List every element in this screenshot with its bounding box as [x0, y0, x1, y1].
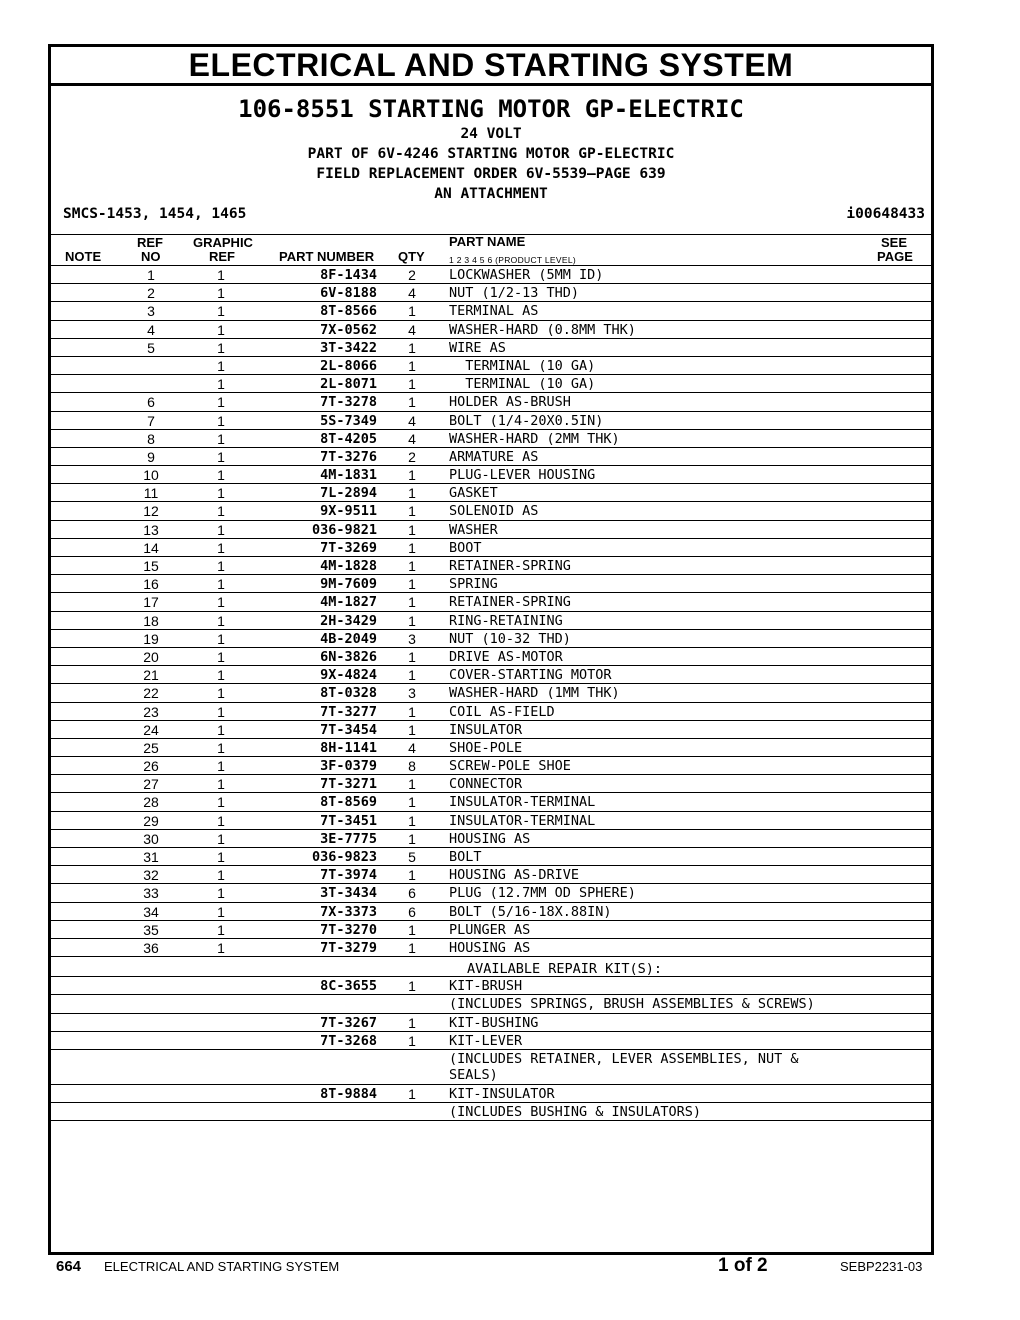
footer-sheet-count: 1 of 2 [718, 1255, 768, 1276]
table-row [51, 593, 931, 611]
ref-no: 29 [143, 812, 159, 829]
qty: 1 [408, 594, 416, 611]
graphic-ref: 1 [217, 739, 225, 756]
table-row [51, 757, 931, 775]
ref-no: 31 [143, 849, 159, 865]
graphic-ref: 1 [217, 685, 225, 702]
ref-no: 2 [147, 285, 155, 302]
table-row [51, 793, 931, 811]
graphic-ref: 1 [217, 667, 225, 684]
graphic-ref: 1 [217, 939, 225, 956]
footer-doc-number: SEBP2231-03 [840, 1259, 923, 1274]
qty: 1 [408, 394, 416, 411]
ref-no: 33 [143, 885, 159, 902]
subtitle-line: FIELD REPLACEMENT ORDER 6V-5539—PAGE 639 [316, 166, 666, 182]
graphic-ref: 1 [217, 703, 225, 720]
graphic-ref: 1 [217, 448, 225, 465]
part-name: WASHER [449, 521, 498, 538]
parts-table [51, 266, 931, 1121]
graphic-ref: 1 [217, 521, 225, 538]
ref-no: 3 [147, 303, 155, 320]
part-number: 7T-3270 [320, 921, 377, 938]
graphic-ref: 1 [217, 412, 225, 429]
graphic-ref: 1 [217, 303, 225, 320]
qty: 4 [408, 412, 416, 429]
part-name: INSULATOR [449, 721, 523, 738]
col-part-number: PART NUMBER [279, 249, 375, 264]
part-name: INSULATOR-TERMINAL [449, 812, 596, 829]
graphic-ref: 1 [217, 430, 225, 447]
graphic-ref: 1 [217, 648, 225, 665]
part-name: SHOE-POLE [449, 739, 523, 756]
kit-row [51, 1032, 931, 1050]
qty: 1 [408, 978, 416, 995]
part-name: HOUSING AS-DRIVE [449, 867, 580, 884]
footer-page-number: 664 [56, 1258, 82, 1275]
ref-no: 18 [143, 612, 159, 629]
col-product-levels: 1 2 3 4 5 6 (PRODUCT LEVEL) [449, 255, 576, 265]
part-name: HOUSING AS [449, 939, 531, 956]
qty: 1 [408, 721, 416, 738]
col-part-name: PART NAME [449, 234, 526, 249]
graphic-ref: 1 [217, 885, 225, 902]
part-name: SPRING [449, 576, 498, 593]
ref-no: 9 [147, 448, 155, 465]
col-graphic-ref-top: GRAPHIC [193, 235, 253, 250]
part-name: WASHER-HARD (2MM THK) [449, 430, 620, 447]
qty: 1 [408, 776, 416, 793]
part-number: 7T-3269 [320, 539, 377, 556]
graphic-ref: 1 [217, 558, 225, 574]
section-title: ELECTRICAL AND STARTING SYSTEM [51, 47, 931, 86]
qty: 5 [408, 849, 416, 865]
part-name: ARMATURE AS [449, 448, 539, 465]
qty: 1 [408, 503, 416, 520]
qty: 3 [408, 630, 416, 647]
ref-no: 4 [147, 321, 155, 338]
col-see-page-top: SEE [881, 235, 908, 250]
subtitle-line: AN ATTACHMENT [434, 186, 548, 202]
ref-no: 13 [143, 521, 159, 538]
qty: 1 [408, 667, 416, 684]
table-row [51, 684, 931, 702]
part-name: PLUG (12.7MM OD SPHERE) [449, 885, 636, 902]
page-frame [48, 44, 934, 1255]
table-row [51, 484, 931, 502]
table-row [51, 539, 931, 557]
table-row [51, 921, 931, 939]
part-number: 7T-3271 [320, 776, 377, 793]
graphic-ref: 1 [217, 812, 225, 829]
graphic-ref: 1 [217, 539, 225, 556]
part-name: HOLDER AS-BRUSH [449, 394, 571, 411]
ref-no: 6 [147, 394, 155, 411]
qty: 1 [408, 467, 416, 484]
table-row [51, 721, 931, 739]
kit-row [51, 1085, 931, 1103]
table-row [51, 630, 931, 648]
table-row [51, 612, 931, 630]
part-name: SOLENOID AS [449, 503, 539, 520]
col-graphic-ref-bottom: REF [209, 249, 235, 264]
table-row [51, 466, 931, 484]
ref-no: 16 [143, 576, 159, 593]
ref-no: 21 [143, 667, 159, 684]
graphic-ref: 1 [217, 357, 225, 374]
part-number: 3T-3434 [320, 885, 377, 902]
kit-row [51, 995, 931, 1013]
part-name: PLUG-LEVER HOUSING [449, 467, 596, 484]
qty: 1 [408, 485, 416, 502]
qty: 1 [408, 576, 416, 593]
graphic-ref: 1 [217, 339, 225, 356]
qty: 1 [408, 558, 416, 574]
graphic-ref: 1 [217, 903, 225, 920]
part-number: 9X-9511 [320, 503, 377, 520]
part-number: 6N-3826 [320, 648, 377, 665]
table-row [51, 739, 931, 757]
part-number: 2L-8066 [320, 357, 377, 374]
table-row [51, 375, 931, 393]
part-number: 036-9823 [311, 849, 377, 865]
graphic-ref: 1 [217, 594, 225, 611]
kit-row [51, 1103, 931, 1121]
table-row [51, 284, 931, 302]
table-row [51, 648, 931, 666]
part-name: KIT-LEVER [449, 1032, 523, 1049]
part-name: NUT (10-32 THD) [449, 630, 571, 647]
footer-section: ELECTRICAL AND STARTING SYSTEM [104, 1259, 340, 1274]
part-name: PLUNGER AS [449, 921, 531, 938]
qty: 1 [408, 703, 416, 720]
part-number: 7T-3268 [320, 1032, 377, 1049]
qty: 1 [408, 303, 416, 320]
part-name: KIT-INSULATOR [449, 1085, 555, 1102]
part-number: 7T-3279 [320, 939, 377, 956]
qty: 4 [408, 430, 416, 447]
col-qty: QTY [398, 249, 425, 264]
qty: 4 [408, 321, 416, 338]
kit-row [51, 1014, 931, 1032]
part-number: 4M-1828 [320, 558, 377, 574]
qty: 1 [408, 794, 416, 811]
smcs-codes: SMCS-1453, 1454, 1465 [63, 206, 247, 222]
part-name: INSULATOR-TERMINAL [449, 794, 596, 811]
ref-no: 34 [143, 903, 159, 920]
graphic-ref: 1 [217, 721, 225, 738]
table-row [51, 830, 931, 848]
part-number: 7X-3373 [320, 903, 377, 920]
qty: 6 [408, 885, 416, 902]
ref-no: 23 [143, 703, 159, 720]
qty: 1 [408, 921, 416, 938]
qty: 1 [408, 812, 416, 829]
part-number: 8T-8566 [320, 303, 377, 320]
part-name: BOLT [449, 849, 482, 865]
part-name: DRIVE AS-MOTOR [449, 648, 563, 665]
table-row [51, 412, 931, 430]
table-row [51, 666, 931, 684]
ref-no: 20 [143, 648, 159, 665]
part-name: TERMINAL (10 GA) [449, 376, 596, 393]
part-number: 7X-0562 [320, 321, 377, 338]
table-row [51, 430, 931, 448]
qty: 1 [408, 357, 416, 374]
part-name: NUT (1/2-13 THD) [449, 285, 580, 302]
part-name: LOCKWASHER (5MM ID) [449, 267, 604, 283]
part-name: RING-RETAINING [449, 612, 563, 629]
part-name: RETAINER-SPRING [449, 594, 571, 611]
qty: 1 [408, 1085, 416, 1102]
part-number: 036-9821 [311, 521, 377, 538]
part-name: TERMINAL (10 GA) [449, 357, 596, 374]
part-number: 4M-1827 [320, 594, 377, 611]
part-number: 3E-7775 [320, 830, 377, 847]
graphic-ref: 1 [217, 849, 225, 865]
part-number: 7T-3278 [320, 394, 377, 411]
qty: 1 [408, 521, 416, 538]
part-name: (INCLUDES BUSHING & INSULATORS) [449, 1104, 701, 1121]
ref-no: 1 [147, 267, 155, 283]
kit-row [51, 1050, 931, 1085]
ref-no: 12 [143, 503, 159, 520]
qty: 1 [408, 830, 416, 847]
part-number: 7T-3276 [320, 448, 377, 465]
part-number: 2H-3429 [320, 612, 377, 629]
ref-no: 36 [143, 939, 159, 956]
ref-no: 8 [147, 430, 155, 447]
part-name: KIT-BRUSH [449, 978, 523, 995]
part-name: (INCLUDES RETAINER, LEVER ASSEMBLIES, NUT & SEALS) [449, 1050, 807, 1083]
ref-no: 14 [143, 539, 159, 556]
part-name: WASHER-HARD (0.8MM THK) [449, 321, 636, 338]
part-number: 8F-1434 [320, 267, 377, 283]
ref-no: 30 [143, 830, 159, 847]
graphic-ref: 1 [217, 758, 225, 775]
kits-heading: AVAILABLE REPAIR KIT(S): [467, 961, 663, 978]
graphic-ref: 1 [217, 921, 225, 938]
kit-row [51, 977, 931, 995]
part-number: 8T-8569 [320, 794, 377, 811]
graphic-ref: 1 [217, 321, 225, 338]
qty: 3 [408, 685, 416, 702]
part-number: 8T-9884 [320, 1085, 377, 1102]
part-name: BOOT [449, 539, 482, 556]
table-row [51, 903, 931, 921]
part-number: 7T-3277 [320, 703, 377, 720]
part-name: KIT-BUSHING [449, 1014, 539, 1031]
qty: 1 [408, 339, 416, 356]
part-name: RETAINER-SPRING [449, 558, 571, 574]
table-row [51, 775, 931, 793]
qty: 1 [408, 612, 416, 629]
part-name: WIRE AS [449, 339, 506, 356]
ref-no: 28 [143, 794, 159, 811]
ref-no: 5 [147, 339, 155, 356]
column-headers [51, 235, 931, 266]
qty: 1 [408, 1014, 416, 1031]
ref-no: 35 [143, 921, 159, 938]
part-name: TERMINAL AS [449, 303, 539, 320]
graphic-ref: 1 [217, 794, 225, 811]
col-note: NOTE [65, 249, 102, 264]
graphic-ref: 1 [217, 503, 225, 520]
part-number: 7T-3451 [320, 812, 377, 829]
qty: 4 [408, 285, 416, 302]
graphic-ref: 1 [217, 630, 225, 647]
qty: 1 [408, 539, 416, 556]
graphic-ref: 1 [217, 576, 225, 593]
part-number: 2L-8071 [320, 376, 377, 393]
part-number: 8C-3655 [320, 978, 377, 995]
table-row [51, 866, 931, 884]
ref-no: 19 [143, 630, 159, 647]
part-name: COVER-STARTING MOTOR [449, 667, 612, 684]
table-row [51, 812, 931, 830]
subtitle-line: 24 VOLT [460, 126, 522, 142]
table-row [51, 302, 931, 320]
part-number: 7L-2894 [320, 485, 377, 502]
ref-no: 17 [143, 594, 159, 611]
col-see-page-bottom: PAGE [877, 249, 913, 264]
ref-no: 27 [143, 776, 159, 793]
part-name: CONNECTOR [449, 776, 523, 793]
col-ref-no-bottom: NO [141, 249, 161, 264]
table-row [51, 575, 931, 593]
ref-no: 10 [143, 467, 159, 484]
part-number: 5S-7349 [320, 412, 377, 429]
qty: 2 [408, 448, 416, 465]
table-row [51, 939, 931, 957]
ref-no: 25 [143, 739, 159, 756]
qty: 1 [408, 376, 416, 393]
part-number: 3F-0379 [320, 758, 377, 775]
graphic-ref: 1 [217, 394, 225, 411]
part-name: BOLT (5/16-18X.88IN) [449, 903, 612, 920]
ref-no: 15 [143, 558, 159, 574]
part-name: COIL AS-FIELD [449, 703, 555, 720]
ref-no: 22 [143, 685, 159, 702]
graphic-ref: 1 [217, 376, 225, 393]
graphic-ref: 1 [217, 776, 225, 793]
table-row [51, 557, 931, 575]
graphic-ref: 1 [217, 485, 225, 502]
graphic-ref: 1 [217, 612, 225, 629]
part-name: BOLT (1/4-20X0.5IN) [449, 412, 604, 429]
group-title: 106-8551 STARTING MOTOR GP-ELECTRIC [238, 95, 744, 123]
ref-no: 32 [143, 867, 159, 884]
part-name: (INCLUDES SPRINGS, BRUSH ASSEMBLIES & SCREWS) [449, 996, 815, 1013]
part-number: 7T-3974 [320, 867, 377, 884]
part-name: GASKET [449, 485, 498, 502]
part-name: WASHER-HARD (1MM THK) [449, 685, 620, 702]
table-row [51, 393, 931, 411]
part-number: 8T-0328 [320, 685, 377, 702]
graphic-ref: 1 [217, 830, 225, 847]
qty: 1 [408, 939, 416, 956]
part-number: 4M-1831 [320, 467, 377, 484]
part-number: 8T-4205 [320, 430, 377, 447]
table-row [51, 703, 931, 721]
ref-no: 24 [143, 721, 159, 738]
graphic-ref: 1 [217, 267, 225, 283]
table-row [51, 848, 931, 866]
part-number: 6V-8188 [320, 285, 377, 302]
part-number: 9X-4824 [320, 667, 377, 684]
part-number: 3T-3422 [320, 339, 377, 356]
part-number: 7T-3454 [320, 721, 377, 738]
page-footer [0, 1255, 1020, 1282]
ref-no: 7 [147, 412, 155, 429]
subtitle-line: PART OF 6V-4246 STARTING MOTOR GP-ELECTRIC [307, 146, 675, 162]
graphic-ref: 1 [217, 867, 225, 884]
qty: 1 [408, 648, 416, 665]
graphic-ref: 1 [217, 285, 225, 302]
part-number: 4B-2049 [320, 630, 377, 647]
qty: 4 [408, 739, 416, 756]
qty: 1 [408, 867, 416, 884]
illustration-id: i00648433 [846, 206, 925, 222]
qty: 1 [408, 1032, 416, 1049]
part-name: HOUSING AS [449, 830, 531, 847]
table-row [51, 266, 931, 284]
qty: 8 [408, 758, 416, 775]
ref-no: 11 [143, 485, 159, 502]
table-row [51, 884, 931, 902]
ref-no: 26 [143, 758, 159, 775]
part-number: 8H-1141 [320, 739, 377, 756]
graphic-ref: 1 [217, 467, 225, 484]
table-row [51, 339, 931, 357]
table-row [51, 448, 931, 466]
qty: 2 [408, 267, 416, 283]
part-number: 9M-7609 [320, 576, 377, 593]
header-block [51, 86, 931, 235]
table-row [51, 502, 931, 520]
part-number: 7T-3267 [320, 1014, 377, 1031]
qty: 6 [408, 903, 416, 920]
table-row [51, 521, 931, 539]
kits-heading-row [51, 957, 931, 977]
part-name: SCREW-POLE SHOE [449, 758, 571, 775]
table-row [51, 321, 931, 339]
table-row [51, 357, 931, 375]
col-ref-no-top: REF [137, 235, 163, 250]
